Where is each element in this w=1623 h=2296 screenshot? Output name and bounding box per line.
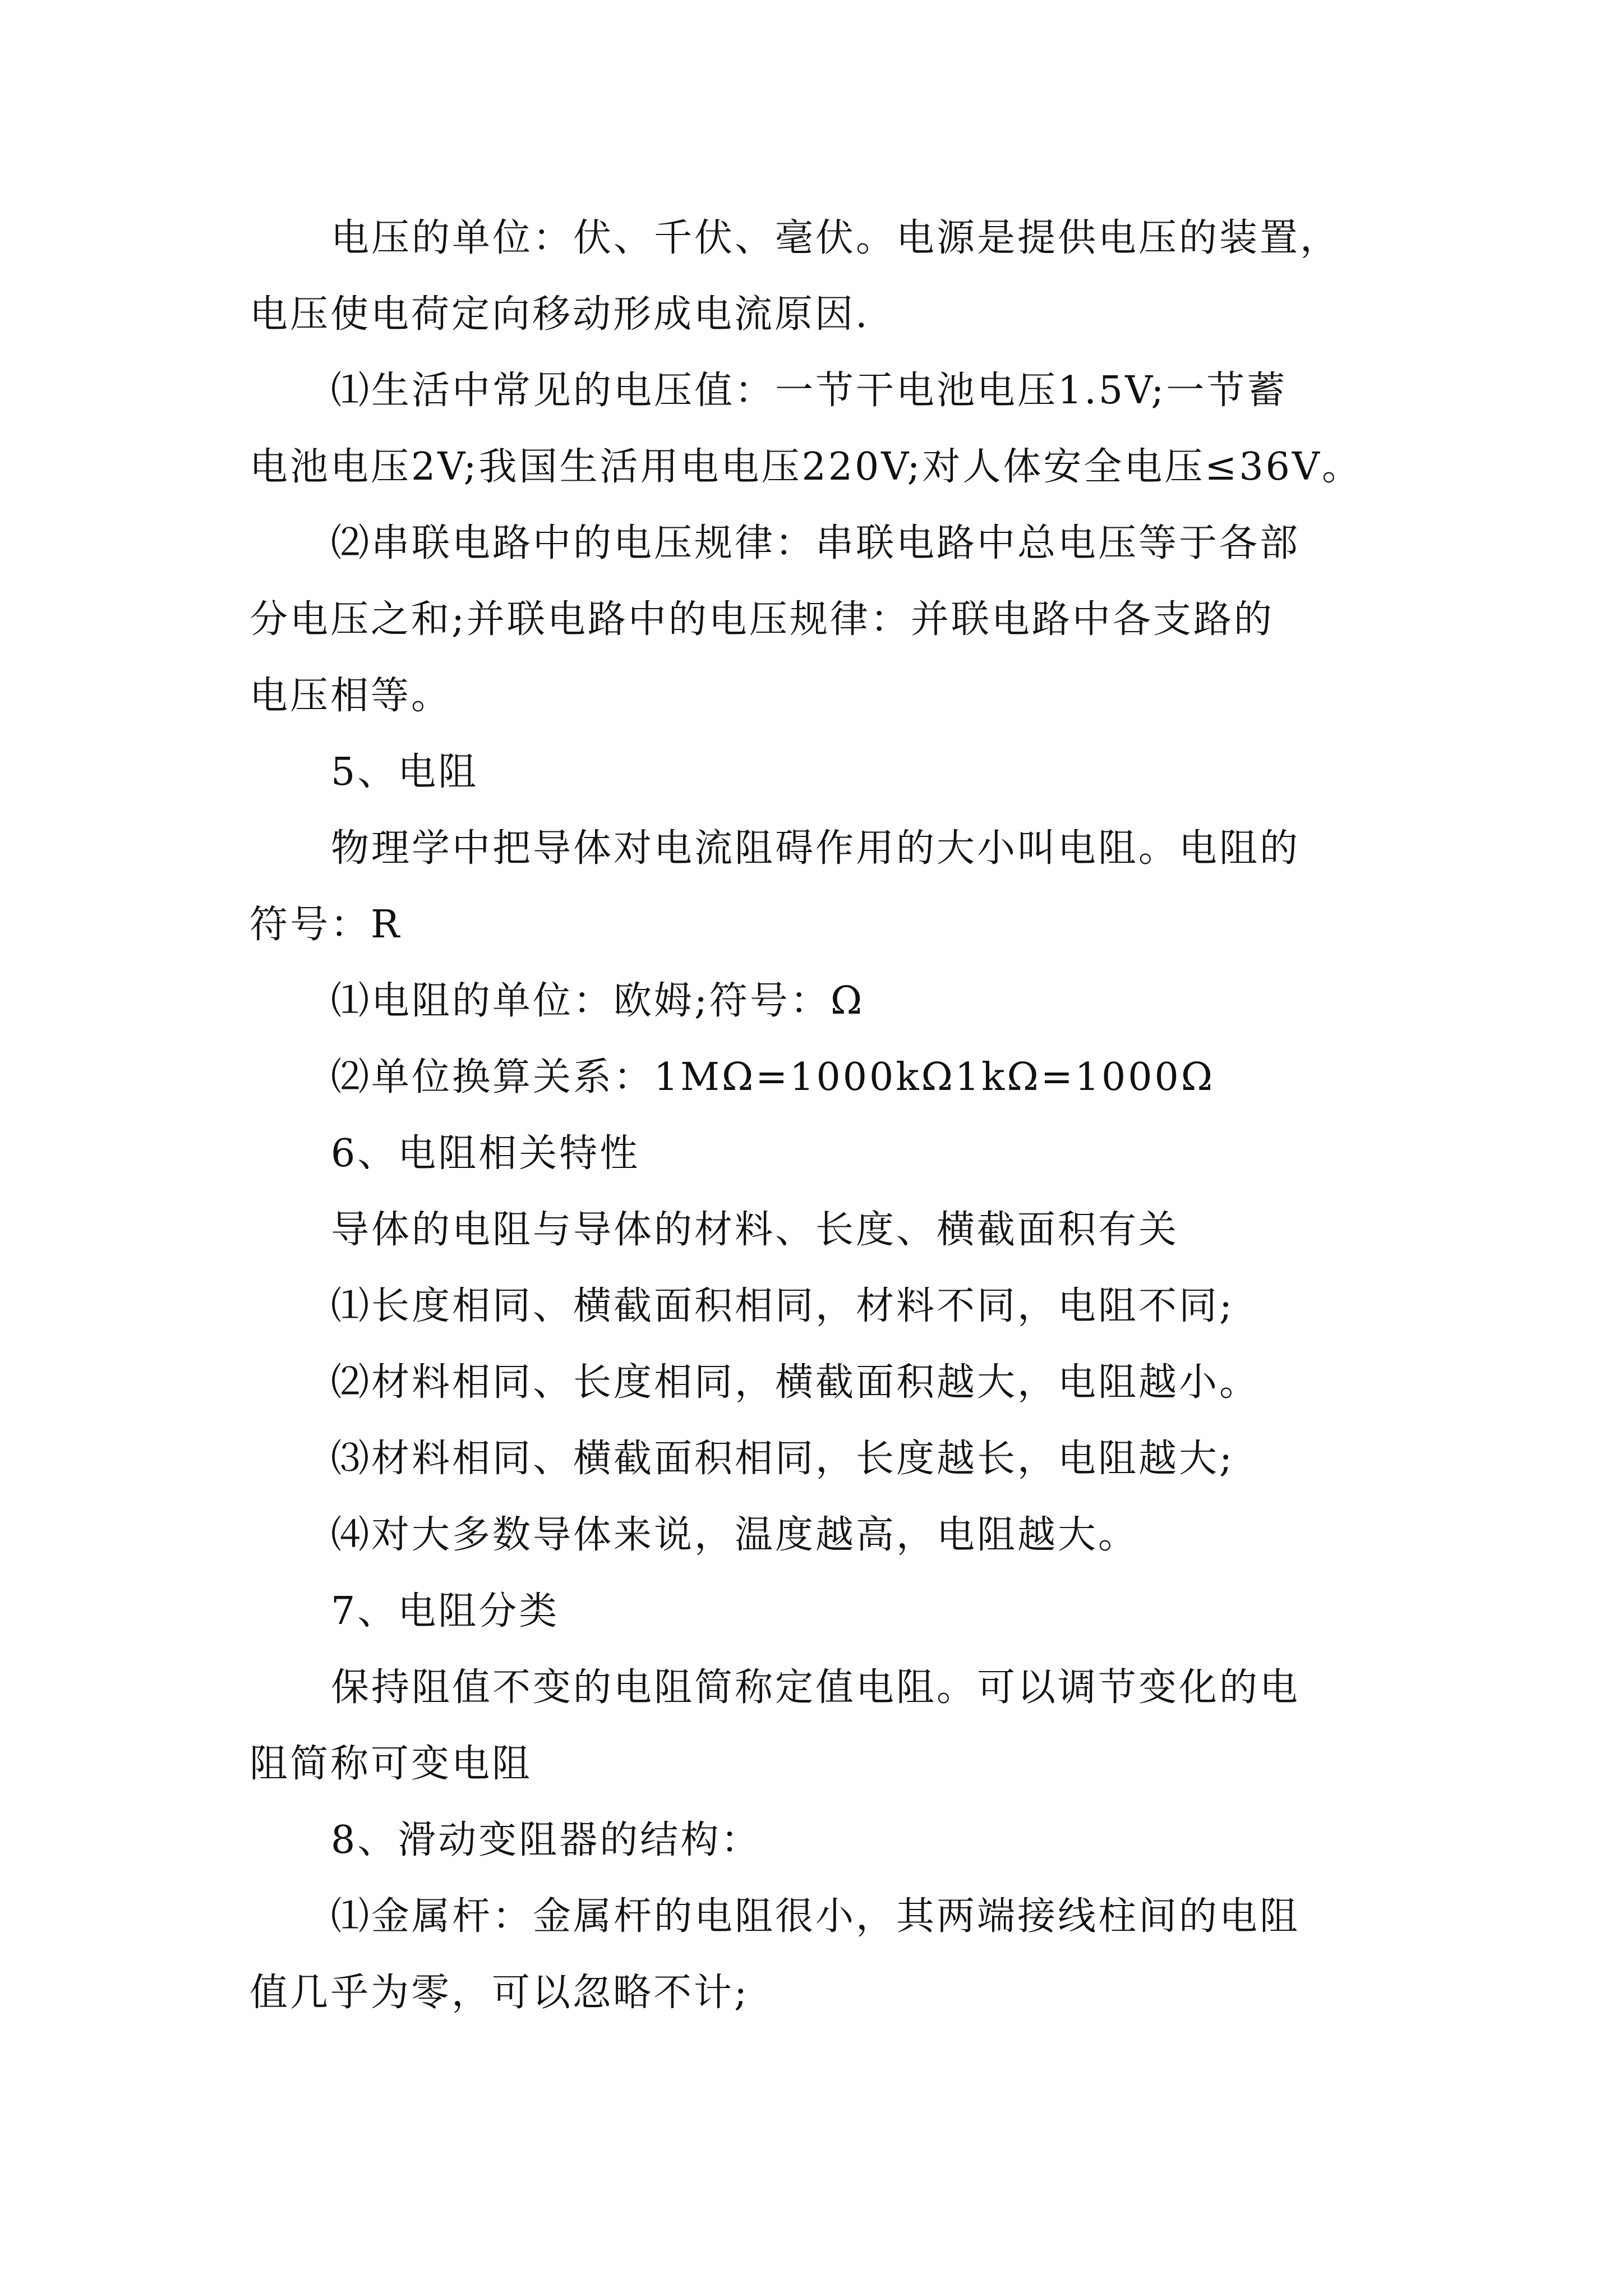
text-line: 阻简称可变电阻 xyxy=(250,1742,533,1786)
section-heading-resistance-properties xyxy=(250,1126,1444,1202)
text-line: ⑵材料相同、长度相同，横截面积越大，电阻越小。 xyxy=(331,1360,1260,1405)
heading-line: 8、滑动变阻器的结构： xyxy=(331,1818,762,1862)
list-item-length xyxy=(250,1431,1444,1507)
paragraph-common-voltages xyxy=(250,363,1444,516)
text-line: 分电压之和;并联电路中的电压规律：并联电路中各支路的 xyxy=(250,597,1274,642)
text-line: 符号：R xyxy=(250,903,402,947)
text-line: ⑵串联电路中的电压规律：串联电路中总电压等于各部 xyxy=(331,521,1301,565)
text-line: 保持阻值不变的电阻简称定值电阻。可以调节变化的电 xyxy=(331,1665,1301,1710)
text-line: ⑴金属杆：金属杆的电阻很小，其两端接线柱间的电阻 xyxy=(331,1894,1301,1939)
paragraph-resistance-unit xyxy=(250,973,1444,1050)
paragraph-voltage-rules xyxy=(250,516,1444,744)
heading-line: 5、电阻 xyxy=(331,750,479,794)
text-line: ⑴电阻的单位：欧姆;符号：Ω xyxy=(331,979,865,1023)
list-item-cross-section xyxy=(250,1355,1444,1431)
text-line: 值几乎为零，可以忽略不计; xyxy=(250,1971,749,2015)
list-item-material xyxy=(250,1278,1444,1355)
text-line: 导体的电阻与导体的材料、长度、横截面积有关 xyxy=(331,1208,1179,1252)
paragraph-resistance-definition xyxy=(250,821,1444,973)
paragraph-voltage-unit xyxy=(250,210,1444,363)
section-heading-resistor-types xyxy=(250,1584,1444,1660)
paragraph-metal-rod xyxy=(250,1889,1444,2041)
text-line: ⑴生活中常见的电压值：一节干电池电压1.5V;一节蓄 xyxy=(331,369,1288,413)
paragraph-unit-conversion xyxy=(250,1050,1444,1126)
document-body xyxy=(250,210,1444,2041)
heading-line: 6、电阻相关特性 xyxy=(331,1131,640,1176)
text-line: ⑷对大多数导体来说，温度越高，电阻越大。 xyxy=(331,1513,1139,1557)
paragraph-resistance-factors xyxy=(250,1202,1444,1278)
text-line: ⑴长度相同、横截面积相同，材料不同，电阻不同; xyxy=(331,1284,1234,1328)
text-line: ⑶材料相同、横截面积相同，长度越长，电阻越大; xyxy=(331,1437,1234,1481)
paragraph-resistor-types xyxy=(250,1660,1444,1812)
text-line: 电压使电荷定向移动形成电流原因. xyxy=(250,292,870,337)
section-heading-resistance xyxy=(250,744,1444,821)
text-line: 物理学中把导体对电流阻碍作用的大小叫电阻。电阻的 xyxy=(331,826,1301,871)
text-line: 电压相等。 xyxy=(250,674,452,718)
text-line: ⑵单位换算关系：1MΩ=1000kΩ1kΩ=1000Ω xyxy=(331,1055,1215,1099)
section-heading-rheostat-structure xyxy=(250,1812,1444,1889)
text-line: 电池电压2V;我国生活用电电压220V;对人体安全电压≤36V。 xyxy=(250,445,1363,489)
heading-line: 7、电阻分类 xyxy=(331,1589,560,1634)
list-item-temperature xyxy=(250,1507,1444,1584)
text-line: 电压的单位：伏、千伏、毫伏。电源是提供电压的装置， xyxy=(331,216,1341,260)
